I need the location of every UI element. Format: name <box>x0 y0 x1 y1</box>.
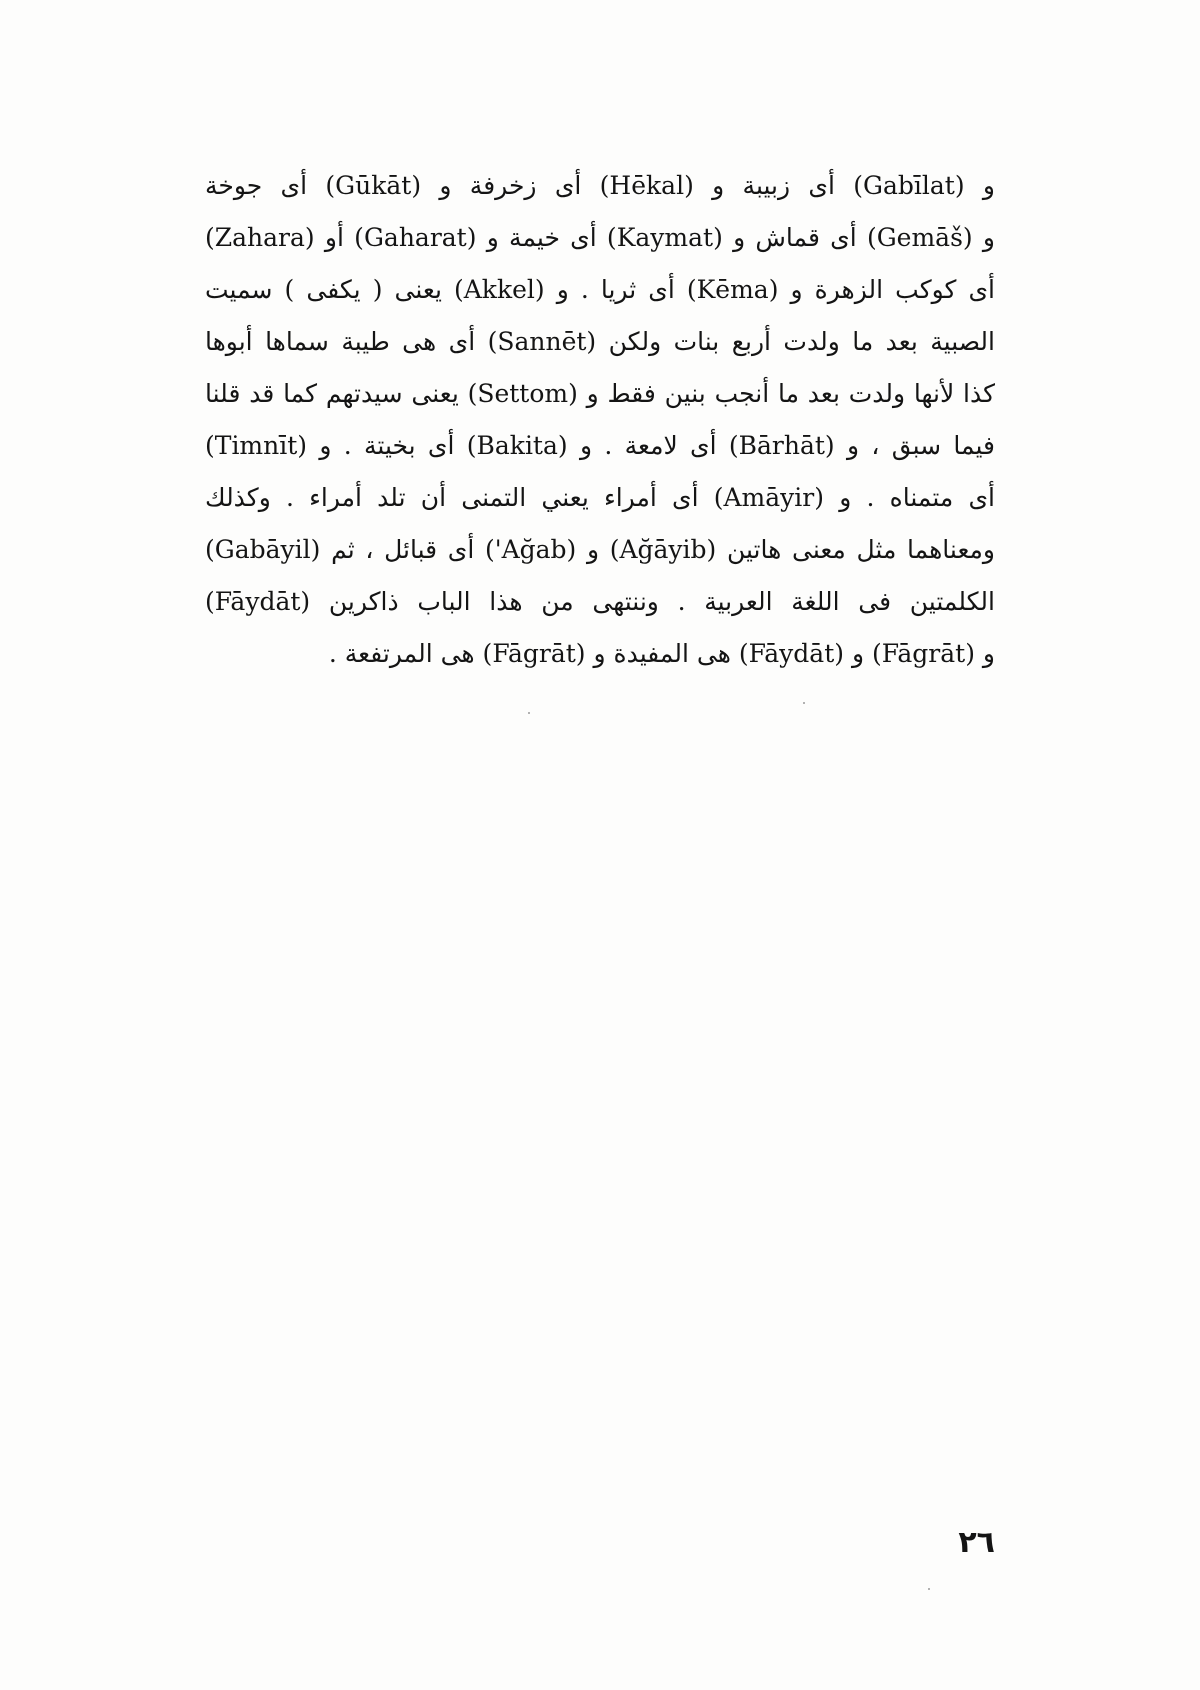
text-line-7: أى متمناه . و (Amāyir) أى أمراء يعني التمنى أن تلد أمراء . وكذلك <box>205 483 995 512</box>
text-line-5: كذا لأنها ولدت بعد ما أنجب بنين فقط و (Settom) يعنى سيدتهم كما قد قلنا <box>205 379 995 408</box>
text-line-10: و (Fāgrāt) و (Fāydāt) هى المفيدة و (Fāgrāt) هى المرتفعة . <box>328 639 995 668</box>
text-line-2: و (Gemāš) أى قماش و (Kaymat) أى خيمة و (Gaharat) أو (Zahara) <box>205 223 995 252</box>
scan-speck <box>928 1588 930 1590</box>
scan-speck <box>803 702 805 704</box>
text-line-4: الصبية بعد ما ولدت أربع بنات ولكن (Sannēt) أى هى طيبة سماها أبوها <box>205 327 995 356</box>
text-line-1: و (Gabīlat) أى زبيبة و (Hēkal) أى زخرفة و (Gūkāt) أى جوخة <box>205 171 995 200</box>
body-text <box>205 160 995 680</box>
text-line-8: (Gabāyil) أى قبائل ، ثم ('Ağab) و (Ağāyib) ومعناهما مثل معنى هاتين <box>205 535 995 564</box>
text-line-3: أى كوكب الزهرة و (Kēma) أى ثريا . و (Akkel) يعنى ( يكفى ) سميت <box>205 275 995 304</box>
page-number: ٢٦ <box>958 1525 995 1560</box>
text-line-6: فيما سبق ، و (Bārhāt) أى لامعة . و (Bakita) أى بخيتة . و (Timnīt) <box>205 431 995 460</box>
text-line-9: الكلمتين فى اللغة العربية . وننتهى من هذا الباب ذاكرين (Fāydāt) <box>205 587 995 616</box>
scan-speck <box>528 712 530 714</box>
